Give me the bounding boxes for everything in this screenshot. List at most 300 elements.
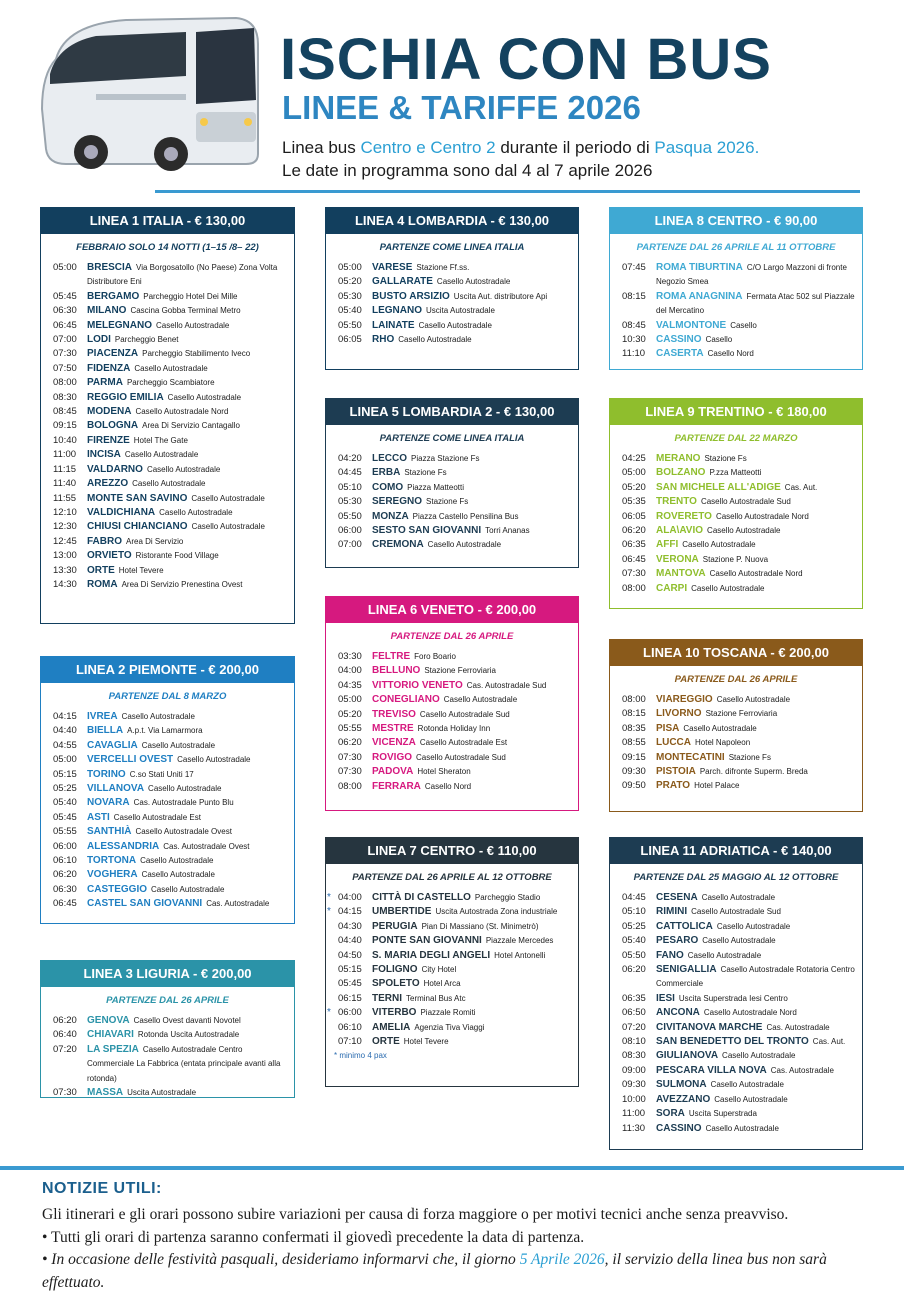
stop-row (622, 452, 856, 466)
stop-time (53, 854, 87, 868)
stop-time-value: 05:45 (53, 811, 77, 823)
stop-info (87, 811, 288, 825)
stop-time (338, 977, 372, 991)
stop-time-value: 05:40 (338, 305, 362, 317)
stop-place: Rotonda Holiday Inn (417, 724, 491, 734)
stop-row (53, 391, 288, 405)
stop-row (53, 811, 288, 825)
stop-info (87, 333, 288, 347)
stop-time (53, 1028, 87, 1042)
stop-row (622, 1049, 856, 1063)
stop-time (338, 934, 372, 948)
stop-time (53, 506, 87, 520)
stop-row (53, 825, 288, 839)
stop-info (656, 1093, 856, 1107)
stop-row (622, 524, 856, 538)
stop-info (372, 708, 572, 722)
stop-city: VITERBO (372, 1007, 417, 1019)
stop-city: VITTORIO VENETO (372, 679, 463, 691)
stop-place: Casello Autostradale (156, 320, 230, 330)
stop-city: VOGHERA (87, 869, 138, 881)
stop-place: Area Di Servizio Cantagallo (142, 421, 240, 431)
stop-place: Casello Autostradale (141, 870, 215, 880)
stop-row (338, 319, 572, 333)
stop-info (87, 463, 288, 477)
stop-info (372, 992, 572, 1006)
stop-time-value: 05:45 (53, 290, 77, 302)
stop-time (622, 1035, 656, 1049)
stop-time (338, 1021, 372, 1035)
stop-info (656, 1064, 856, 1078)
stop-place: Casello Autostradale Est (113, 812, 201, 822)
line-subtitle: PARTENZE DAL 26 APRILE AL 11 OTTOBRE (636, 242, 836, 253)
stop-row (622, 920, 856, 934)
stop-city: CIVITANOVA MARCHE (656, 1021, 763, 1033)
stop-time (622, 1093, 656, 1107)
stop-city: CESENA (656, 892, 698, 903)
stop-place: Piazzale Romiti (420, 1008, 476, 1018)
stop-info (372, 1021, 572, 1035)
stop-time-value: 09:30 (622, 766, 646, 778)
stop-info (372, 664, 572, 678)
stop-time-value: 06:30 (53, 883, 77, 895)
stop-time (53, 304, 87, 318)
stop-time (338, 538, 372, 552)
stop-row (53, 1043, 288, 1086)
stop-row (622, 1093, 856, 1107)
stop-info (656, 452, 856, 466)
stop-row (53, 796, 288, 810)
stop-info (656, 736, 856, 750)
stop-time (338, 650, 372, 664)
stop-city: TORTONA (87, 855, 137, 867)
stop-row (622, 466, 856, 480)
stop-city: ROVERETO (656, 510, 712, 522)
stop-time (53, 1014, 87, 1028)
stop-time-value: 13:30 (53, 564, 77, 576)
stop-info (87, 347, 288, 361)
stop-time-value: 08:00 (53, 377, 77, 389)
stop-row (53, 840, 288, 854)
stop-time (53, 782, 87, 796)
stop-place: Uscita Autostradale (127, 1088, 197, 1098)
stop-time-value: 08:15 (622, 708, 646, 720)
stop-place: Terminal Bus Atc (406, 993, 466, 1003)
stop-time-value: 05:50 (622, 949, 646, 961)
stop-time-value: 05:15 (53, 768, 77, 780)
stop-row (53, 333, 288, 347)
stop-row (338, 524, 572, 538)
stop-city: FOLIGNO (372, 964, 418, 976)
line-subtitle: PARTENZE DAL 22 MARZO (674, 433, 798, 444)
stop-row (53, 448, 288, 462)
line-subtitle: PARTENZE COME LINEA ITALIA (379, 242, 525, 253)
stop-time-value: 05:10 (622, 906, 646, 918)
stop-time-value: 08:15 (622, 290, 646, 302)
stop-place: Casello Autostradale (418, 320, 492, 330)
asterisk-mark: * (327, 892, 331, 903)
stop-info (87, 304, 288, 318)
stop-info (372, 949, 572, 963)
stop-list (610, 693, 862, 794)
stop-city: RIMINI (656, 906, 688, 918)
stop-time (622, 736, 656, 750)
stop-place: Cas. Autostradale Punto Blu (133, 798, 234, 808)
stop-row (53, 405, 288, 419)
stop-place: Stazione Fs (704, 454, 747, 463)
stop-time-value: 09:15 (622, 751, 646, 763)
stop-place: Stazione Ferroviaria (705, 709, 778, 719)
stop-time-value: 05:55 (338, 723, 362, 735)
stop-place: Casello Autostradale Sud (419, 709, 510, 719)
stop-time (53, 419, 87, 433)
stop-info (656, 567, 856, 581)
stop-time-value: 04:15 (53, 711, 77, 722)
stop-row (622, 290, 856, 319)
stop-time (622, 891, 656, 905)
stop-place: Hotel Arca (423, 979, 461, 989)
stop-place: Cas. Autostradale (770, 1065, 834, 1075)
stop-city: TRENTO (656, 496, 697, 508)
stop-time-value: 10:00 (622, 1093, 646, 1105)
stop-info (87, 578, 288, 592)
stop-place: Casello Autostradale Centro Commerciale La Fabbrica (entata principale avanti alla rotonda) (87, 1044, 281, 1083)
stop-row (622, 567, 856, 581)
stop-row (338, 949, 572, 963)
stop-time (622, 1049, 656, 1063)
stop-place: Casello Autostradale Sud (416, 752, 506, 762)
stop-place: Hotel Sheraton (417, 767, 471, 777)
line-title: LINEA 9 TRENTINO - € 180,00 (610, 399, 862, 425)
stop-city: BIELLA (87, 725, 124, 737)
stop-time-value: 04:55 (53, 739, 77, 751)
stop-city: MANTOVA (656, 568, 706, 580)
page-title: ISCHIA CON BUS (280, 27, 772, 92)
stop-city: PIACENZA (87, 348, 139, 360)
stop-info (87, 796, 288, 810)
stop-time (338, 1035, 372, 1049)
stop-place: Casello Nord (707, 349, 754, 359)
stop-city: BOLOGNA (87, 420, 139, 432)
page-subtitle: LINEE & TARIFFE 2026 (282, 89, 641, 126)
footer-note-1: Gli itinerari e gli orari possono subire variazioni per causa di forza maggiore o per motivi tecnici anche senza preavviso. (42, 1206, 789, 1223)
stop-time-value: 08:00 (338, 780, 362, 792)
stop-info (87, 319, 288, 333)
stop-info (87, 434, 288, 448)
stop-time (338, 963, 372, 977)
stop-time-value: 04:45 (338, 467, 362, 479)
stop-info (656, 466, 856, 480)
stop-row (53, 724, 288, 738)
stop-time (338, 275, 372, 289)
stop-city: CASSINO (656, 334, 702, 346)
stop-info (372, 905, 572, 919)
stop-place: Casello Nord (424, 781, 472, 791)
stop-row (338, 977, 572, 991)
stop-info (656, 1006, 856, 1020)
stop-place: Cas. Autostradale (206, 899, 270, 909)
stop-info (87, 768, 288, 782)
stop-place: Casello Autostradale (707, 526, 781, 536)
stop-row (53, 535, 288, 549)
stop-city: CASTEL SAN GIOVANNI (87, 898, 203, 910)
stop-place: Casello (705, 335, 733, 345)
line-subtitle: PARTENZE DAL 26 APRILE AL 12 OTTOBRE (352, 872, 552, 883)
stop-city: BUSTO ARSIZIO (372, 290, 450, 302)
stop-city: LAINATE (372, 319, 415, 331)
stop-place: Casello Autostradale (427, 540, 502, 550)
stop-info (372, 304, 572, 318)
stop-place: Hotel Tevere (118, 565, 164, 575)
stop-info (87, 391, 288, 405)
stop-place: Casello (730, 320, 757, 330)
stop-info (656, 693, 856, 707)
stop-row (53, 290, 288, 304)
stop-place: Casello Autostradale (691, 583, 765, 593)
stop-time-value: 06:15 (338, 992, 362, 1004)
stop-city: GENOVA (87, 1015, 130, 1026)
stop-place: Cas. Aut. (784, 482, 818, 492)
stop-info (372, 261, 572, 275)
stop-info (87, 739, 288, 753)
stop-time (53, 333, 87, 347)
stop-info (656, 553, 856, 567)
stop-time-value: 11:30 (622, 1122, 646, 1134)
stop-time (338, 333, 372, 347)
stop-time (327, 905, 372, 919)
stop-place: Uscita Autostrada Zona industriale (435, 907, 558, 917)
stop-place: Casello Autostradale Sud (700, 497, 791, 507)
stop-place: Ristorante Food Village (135, 551, 219, 561)
stop-info (656, 1107, 856, 1121)
stop-time-value: 06:05 (338, 334, 362, 346)
stop-time-value: 07:20 (53, 1043, 77, 1055)
stop-row (622, 905, 856, 919)
stop-time (53, 362, 87, 376)
stop-place: Casello Autostradale (722, 1051, 796, 1061)
stop-city: FERRARA (372, 780, 421, 792)
stop-time (338, 290, 372, 304)
stop-place: Casello Autostradale (398, 335, 472, 345)
stop-city: CHIAVARI (87, 1029, 134, 1041)
stop-time-value: 05:30 (338, 496, 362, 508)
stop-city: MODENA (87, 406, 132, 418)
stop-city: CONEGLIANO (372, 694, 440, 706)
stop-time (622, 524, 656, 538)
stop-info (87, 419, 288, 433)
stop-time-value: 04:00 (338, 665, 362, 677)
stop-city: FIDENZA (87, 362, 131, 374)
stop-city: VILLANOVA (87, 783, 145, 795)
stop-info (372, 977, 572, 991)
stop-time-value: 08:00 (622, 582, 646, 594)
stop-info (372, 780, 572, 794)
stop-time-value: 14:30 (53, 578, 77, 590)
stop-info (372, 1006, 572, 1020)
stop-info (372, 452, 572, 466)
stop-city: VALDICHIANA (87, 506, 156, 518)
stop-place: Uscita Superstrada (688, 1109, 757, 1119)
stop-place: Casello Autostradale (705, 1123, 779, 1133)
stop-row (338, 333, 572, 347)
stop-time-value: 06:20 (53, 1015, 77, 1026)
stop-place: Hotel The Gate (133, 435, 188, 445)
stop-time-value: 05:00 (622, 467, 646, 479)
stop-info (372, 693, 572, 707)
stop-info (87, 883, 288, 897)
stop-row (53, 578, 288, 592)
stop-time (53, 391, 87, 405)
stop-info (656, 779, 856, 793)
stop-place: City Hotel (421, 965, 457, 975)
stop-time-value: 09:00 (622, 1064, 646, 1076)
stop-time (327, 891, 372, 905)
stop-row (338, 780, 572, 794)
stop-city: SENIGALLIA (656, 964, 717, 976)
line-title: LINEA 4 LOMBARDIA - € 130,00 (326, 208, 578, 234)
stop-time-value: 05:55 (53, 826, 77, 838)
stop-place: Casello Autostradale (132, 479, 206, 489)
stop-time (327, 1006, 372, 1020)
stop-time (622, 333, 656, 347)
stop-city: GALLARATE (372, 276, 433, 288)
stop-city: FIRENZE (87, 434, 130, 446)
stop-row (327, 1006, 572, 1020)
stop-time (622, 1122, 656, 1136)
stop-place: Area Di Servizio Prenestina Ovest (121, 579, 243, 589)
header-divider (155, 190, 860, 193)
stop-list (326, 891, 578, 1049)
stop-city: CASERTA (656, 348, 704, 360)
stop-time-value: 06:35 (622, 992, 646, 1004)
stop-row (53, 347, 288, 361)
stop-row (53, 768, 288, 782)
stop-place: Area Di Servizio (126, 536, 184, 546)
line-title: LINEA 5 LOMBARDIA 2 - € 130,00 (326, 399, 578, 425)
stop-city: LECCO (372, 453, 407, 464)
stop-info (87, 477, 288, 491)
stop-city: FABRO (87, 535, 122, 547)
stop-place: Cas. Aut. (812, 1037, 846, 1047)
stop-city: COMO (372, 481, 404, 493)
footer-notes (42, 1204, 892, 1294)
stop-city: PESARO (656, 935, 699, 947)
stop-time (53, 868, 87, 882)
stop-row (622, 934, 856, 948)
stop-time (622, 582, 656, 596)
stop-city: INCISA (87, 449, 121, 461)
stop-time (53, 319, 87, 333)
stop-time-value: 07:30 (53, 348, 77, 360)
stop-time-value: 04:30 (338, 920, 362, 932)
stop-time-value: 08:10 (622, 1036, 646, 1048)
stop-row (338, 751, 572, 765)
stop-time (338, 780, 372, 794)
stop-time (53, 448, 87, 462)
stop-info (87, 1043, 288, 1086)
stop-place: Piazza Stazione Fs (411, 454, 480, 463)
line-subtitle: PARTENZE DAL 8 MARZO (108, 691, 227, 702)
stop-row (53, 319, 288, 333)
stop-city: RHO (372, 334, 395, 346)
stop-city: VICENZA (372, 737, 416, 749)
stop-info (656, 934, 856, 948)
stop-info (87, 782, 288, 796)
stop-row (622, 495, 856, 509)
stop-info (656, 347, 856, 361)
stop-city: AVEZZANO (656, 1093, 711, 1105)
stop-time-value: 03:30 (338, 651, 362, 662)
stop-time-value: 05:50 (338, 319, 362, 331)
stop-place: Casello Autostradale (682, 540, 756, 550)
stop-info (656, 524, 856, 538)
stop-row (338, 693, 572, 707)
stop-time (53, 549, 87, 563)
stop-place: Stazione Fs (426, 497, 469, 507)
stop-time-value: 08:45 (53, 406, 77, 418)
stop-place: Cas. Autostradale Sud (466, 680, 547, 690)
stop-list (326, 452, 578, 553)
stop-row (53, 897, 288, 911)
stop-time (622, 466, 656, 480)
stop-list (610, 891, 862, 1136)
stop-row (53, 753, 288, 767)
stop-row (622, 1064, 856, 1078)
stop-row (53, 549, 288, 563)
stop-time-value: 09:50 (622, 780, 646, 792)
stop-info (656, 1078, 856, 1092)
stop-row (622, 779, 856, 793)
stop-time-value: 04:00 (338, 892, 362, 903)
stop-info (87, 1028, 288, 1042)
stop-place: Stazione Ff.ss. (416, 263, 470, 272)
stop-city: ROVIGO (372, 751, 413, 763)
stop-city: CAVAGLIA (87, 739, 138, 751)
intro-text: Linea bus Centro e Centro 2 durante il periodo di Pasqua 2026. Le date in programma sono dal 4 al 7 aprile 2026 (282, 138, 760, 180)
stop-row (53, 506, 288, 520)
stop-city: PARMA (87, 377, 123, 389)
line-card-7 (325, 837, 579, 1087)
stop-place: Torri Ananas (485, 526, 530, 536)
footer-divider (0, 1166, 904, 1170)
stop-place: Parcheggio Hotel Dei Mille (143, 291, 238, 301)
stop-city: ASTI (87, 811, 110, 823)
stop-time-value: 05:50 (338, 510, 362, 522)
stop-time (622, 495, 656, 509)
stop-info (372, 751, 572, 765)
stop-time (338, 452, 372, 466)
stop-place: Piazza Matteotti (407, 482, 465, 492)
stop-info (87, 1014, 288, 1028)
stop-place: Casello Autostradale (141, 740, 216, 750)
stop-city: UMBERTIDE (372, 906, 432, 918)
stop-time-value: 05:20 (338, 708, 362, 720)
stop-info (87, 1086, 288, 1100)
stop-city: SESTO SAN GIOVANNI (372, 525, 482, 537)
stop-city: ROMA (87, 578, 118, 590)
stop-time-value: 10:40 (53, 434, 77, 446)
line-title: LINEA 2 PIEMONTE - € 200,00 (41, 657, 294, 683)
stop-city: ORTE (87, 564, 115, 576)
stop-row (53, 868, 288, 882)
stop-info (656, 538, 856, 552)
stop-time-value: 06:40 (53, 1029, 77, 1041)
stop-city: BOLZANO (656, 467, 706, 479)
stop-time (622, 765, 656, 779)
stop-time (53, 811, 87, 825)
stop-time (53, 724, 87, 738)
stop-city: CREMONA (372, 539, 424, 551)
